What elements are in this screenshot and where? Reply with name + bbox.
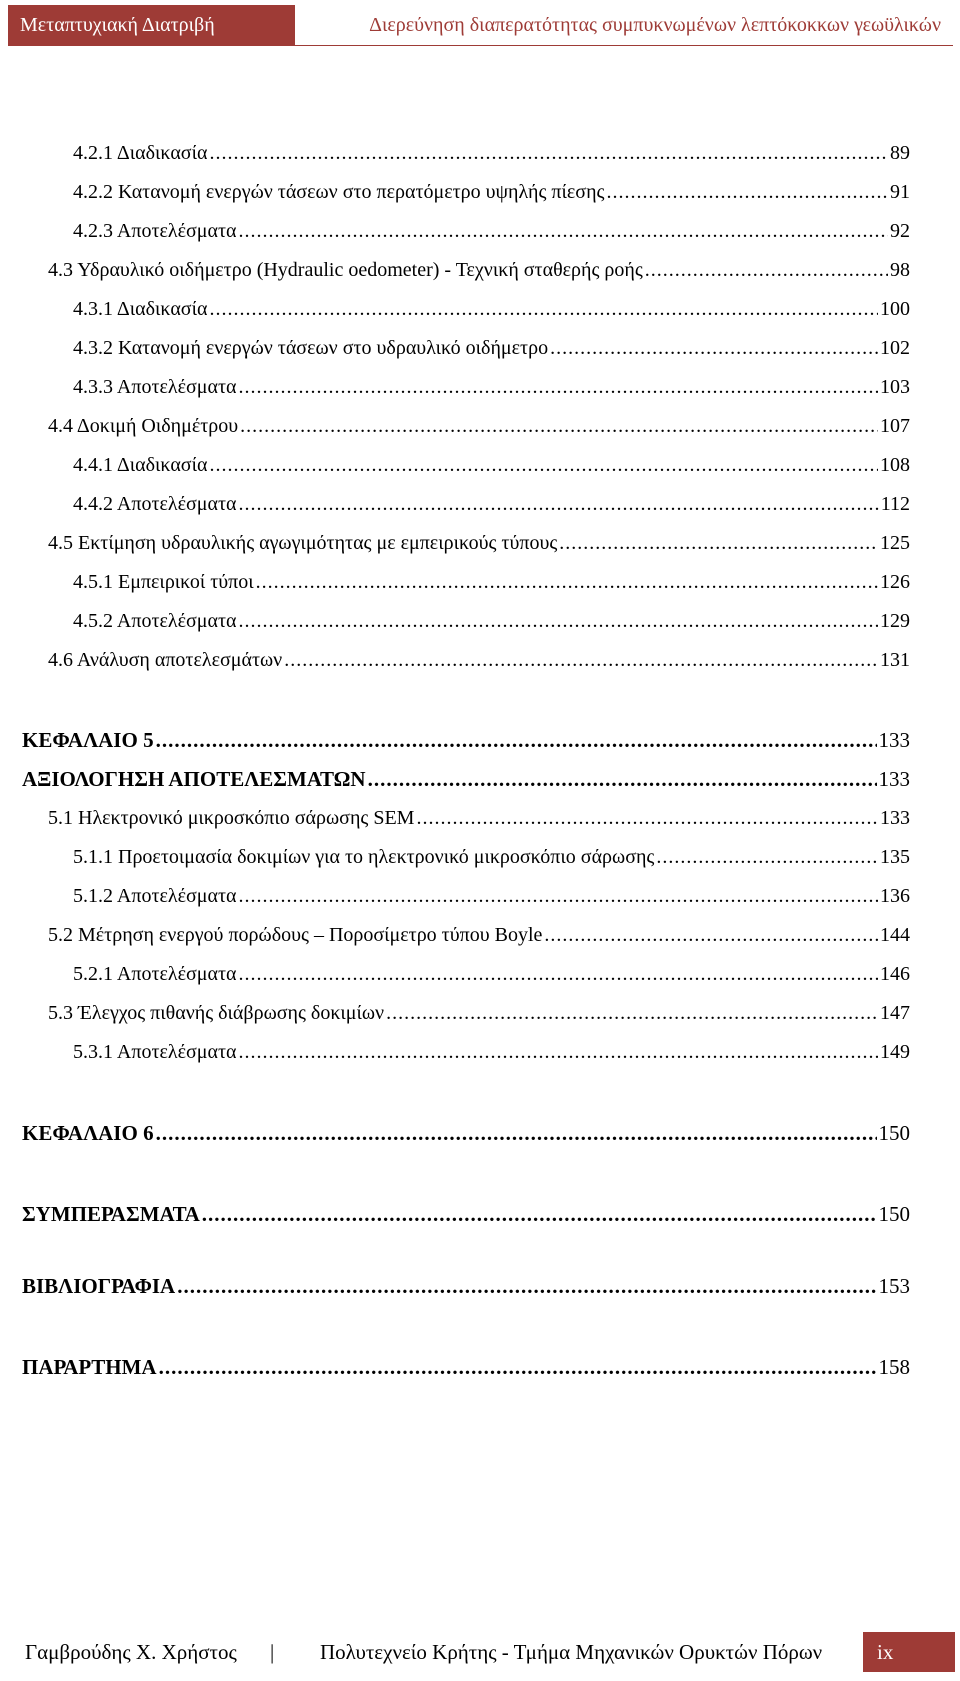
toc-entry-page: 98: [890, 259, 910, 281]
toc-chapter-entry[interactable]: [22, 1352, 910, 1382]
toc-entry-label: 4.3.3 Αποτελέσματα: [73, 376, 237, 398]
toc-leader-dots: [606, 177, 888, 207]
toc-entry-label: 4.3 Υδραυλικό οιδήμετρο (Hydraulic oedometer) - Τεχνική σταθερής ροής: [48, 259, 643, 281]
toc-entry-label: 4.3.2 Κατανομή ενεργών τάσεων στο υδραυλικό οιδήμετρο: [73, 337, 549, 359]
toc-entry-label: ΚΕΦΑΛΑΙΟ 6: [22, 1121, 154, 1145]
toc-leader-dots: [238, 372, 878, 402]
toc-entry[interactable]: [48, 255, 910, 285]
toc-entry[interactable]: [73, 294, 910, 324]
toc-entry-label: 5.3 Έλεγχος πιθανής διάβρωσης δοκιμίων: [48, 1002, 385, 1024]
toc-entry-page: 150: [878, 1202, 910, 1226]
toc-entry-label: 5.3.1 Αποτελέσματα: [73, 1041, 237, 1063]
toc-entry[interactable]: [48, 411, 910, 441]
toc-leader-dots: [386, 998, 878, 1028]
toc-entry-label: 4.5 Εκτίμηση υδραυλικής αγωγιμότητας με εμπειρικούς τύπους: [48, 532, 558, 554]
toc-entry[interactable]: [73, 450, 910, 480]
toc-entry-page: 102: [880, 337, 910, 359]
toc-entry-label: ΒΙΒΛΙΟΓΡΑΦΙΑ: [22, 1274, 176, 1298]
toc-chapter-entry[interactable]: [22, 1199, 910, 1229]
toc-leader-dots: [156, 725, 877, 755]
toc-entry-label: 4.2.2 Κατανομή ενεργών τάσεων στο περατόμετρο υψηλής πίεσης: [73, 181, 605, 203]
toc-entry-label: 5.2.1 Αποτελέσματα: [73, 963, 237, 985]
toc-entry-page: 150: [878, 1121, 910, 1145]
toc-chapter-entry[interactable]: [22, 725, 910, 755]
footer-separator: |: [270, 1639, 275, 1664]
toc-entry-page: 126: [880, 571, 910, 593]
toc-entry-label: 4.4.2 Αποτελέσματα: [73, 493, 237, 515]
toc-entry[interactable]: [73, 1037, 910, 1067]
toc-entry-label: 5.1.1 Προετοιμασία δοκιμίων για το ηλεκτρονικό μικροσκόπιο σάρωσης: [73, 846, 655, 868]
toc-entry-page: 149: [880, 1041, 910, 1063]
toc-entry-page: 153: [878, 1274, 910, 1298]
toc-leader-dots: [209, 138, 888, 168]
toc-entry-page: 91: [890, 181, 910, 203]
toc-entry-page: 147: [880, 1002, 910, 1024]
toc-entry-label: ΠΑΡΑΡΤΗΜΑ: [22, 1355, 157, 1379]
toc-entry-page: 136: [880, 885, 910, 907]
page-header: [8, 5, 953, 46]
toc-entry-page: 158: [878, 1355, 910, 1379]
toc-entry-page: 146: [880, 963, 910, 985]
footer-page-number: ix: [863, 1632, 955, 1672]
toc-entry-label: ΣΥΜΠΕΡΑΣΜΑΤΑ: [22, 1202, 200, 1226]
toc-leader-dots: [202, 1199, 877, 1229]
toc-leader-dots: [368, 764, 877, 794]
toc-entry[interactable]: [73, 333, 910, 363]
toc-entry-page: 131: [880, 649, 910, 671]
toc-entry[interactable]: [73, 216, 910, 246]
toc-entry-label: 4.5.2 Αποτελέσματα: [73, 610, 237, 632]
header-thesis-type: Μεταπτυχιακή Διατριβή: [8, 5, 295, 45]
toc-leader-dots: [550, 333, 878, 363]
toc-entry-label: 4.5.1 Εμπειρικοί τύποι: [73, 571, 254, 593]
toc-entry[interactable]: [73, 489, 910, 519]
toc-entry[interactable]: [73, 177, 910, 207]
toc-leader-dots: [544, 920, 878, 950]
toc-entry[interactable]: [73, 138, 910, 168]
toc-entry-label: 5.1.2 Αποτελέσματα: [73, 885, 237, 907]
toc-entry[interactable]: [48, 803, 910, 833]
toc-entry-page: 107: [880, 415, 910, 437]
toc-entry[interactable]: [73, 842, 910, 872]
toc-entry-label: 4.2.3 Αποτελέσματα: [73, 220, 237, 242]
toc-entry-page: 133: [878, 767, 910, 791]
toc-leader-dots: [238, 606, 878, 636]
toc-entry-page: 100: [880, 298, 910, 320]
toc-leader-dots: [284, 645, 878, 675]
toc-leader-dots: [238, 959, 878, 989]
toc-entry[interactable]: [48, 645, 910, 675]
footer-author: Γαμβρούδης Χ. Χρήστος: [25, 1639, 237, 1664]
page-footer: [25, 1632, 955, 1672]
toc-leader-dots: [156, 1118, 877, 1148]
toc-entry[interactable]: [48, 528, 910, 558]
toc-entry-label: ΚΕΦΑΛΑΙΟ 5: [22, 728, 154, 752]
toc-entry[interactable]: [48, 998, 910, 1028]
toc-entry[interactable]: [73, 606, 910, 636]
toc-leader-dots: [240, 411, 878, 441]
toc-entry-page: 129: [880, 610, 910, 632]
toc-leader-dots: [256, 567, 878, 597]
toc-entry[interactable]: [73, 567, 910, 597]
toc-entry-label: 5.1 Ηλεκτρονικό μικροσκόπιο σάρωσης SEM: [48, 807, 415, 829]
toc-chapter-entry[interactable]: [22, 1271, 910, 1301]
toc-leader-dots: [238, 216, 888, 246]
toc-leader-dots: [656, 842, 878, 872]
toc-leader-dots: [159, 1352, 877, 1382]
toc-leader-dots: [559, 528, 878, 558]
toc-leader-dots: [238, 881, 878, 911]
toc-leader-dots: [645, 255, 888, 285]
toc-entry-page: 133: [878, 728, 910, 752]
toc-entry-page: 103: [880, 376, 910, 398]
toc-leader-dots: [177, 1271, 876, 1301]
toc-entry[interactable]: [73, 881, 910, 911]
toc-entry-label: 5.2 Μέτρηση ενεργού πορώδους – Ποροσίμετρο τύπου Boyle: [48, 924, 543, 946]
toc-entry[interactable]: [48, 920, 910, 950]
toc-leader-dots: [238, 489, 878, 519]
toc-entry-page: 92: [890, 220, 910, 242]
toc-leader-dots: [416, 803, 878, 833]
toc-entry-label: 4.4 Δοκιμή Οιδημέτρου: [48, 415, 239, 437]
toc-entry-label: 4.6 Ανάλυση αποτελεσμάτων: [48, 649, 283, 671]
toc-entry[interactable]: [73, 959, 910, 989]
toc-entry-page: 89: [890, 142, 910, 164]
toc-entry[interactable]: [73, 372, 910, 402]
header-thesis-title: Διερεύνηση διαπερατότητας συμπυκνωμένων λεπτόκοκκων γεωϋλικών: [369, 13, 941, 36]
toc-entry-page: 112: [880, 493, 910, 515]
toc-leader-dots: [209, 450, 878, 480]
toc-entry-label: 4.2.1 Διαδικασία: [73, 142, 208, 164]
toc-entry-label: 4.3.1 Διαδικασία: [73, 298, 208, 320]
toc-entry-page: 125: [880, 532, 910, 554]
toc-leader-dots: [209, 294, 878, 324]
toc-leader-dots: [238, 1037, 878, 1067]
toc-entry-page: 144: [880, 924, 910, 946]
toc-entry-page: 133: [880, 807, 910, 829]
toc-entry-label: 4.4.1 Διαδικασία: [73, 454, 208, 476]
toc-entry-page: 108: [880, 454, 910, 476]
toc-entry-page: 135: [880, 846, 910, 868]
footer-institution: Πολυτεχνείο Κρήτης - Τμήμα Μηχανικών Ορυκτών Πόρων: [320, 1639, 823, 1664]
toc-chapter-entry[interactable]: [22, 1118, 910, 1148]
toc-chapter-entry[interactable]: [22, 764, 910, 794]
toc-entry-label: ΑΞΙΟΛΟΓΗΣΗ ΑΠΟΤΕΛΕΣΜΑΤΩΝ: [22, 767, 366, 791]
